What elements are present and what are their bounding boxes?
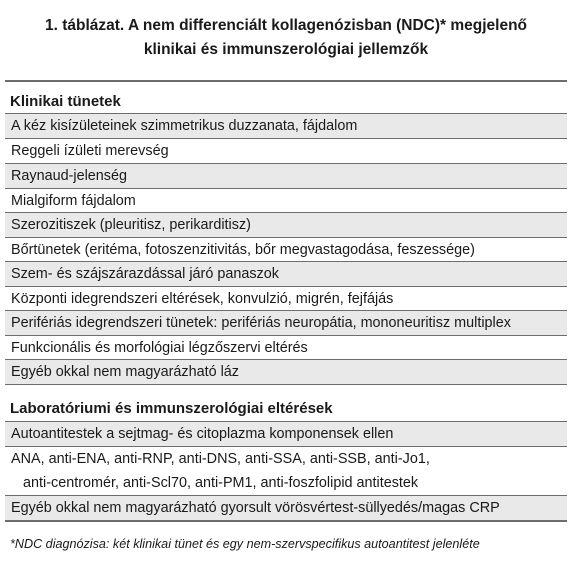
bottom-rule	[5, 520, 567, 522]
clinical-row: Egyéb okkal nem magyarázható láz	[5, 360, 567, 384]
clinical-row: Szem- és szájszárazdással járó panaszok	[5, 262, 567, 286]
top-rule	[5, 80, 567, 82]
antibody-list-line-1: ANA, anti-ENA, anti-RNP, anti-DNS, anti-SSA, anti-SSB, anti-Jo1,	[11, 451, 430, 467]
clinical-row: Központi idegrendszeri eltérések, konvulzió, migrén, fejfájás	[5, 287, 567, 311]
lab-row: Egyéb okkal nem magyarázható gyorsult vörösvértest-süllyedés/magas CRP	[5, 496, 567, 520]
clinical-row: Bőrtünetek (eritéma, fotoszenzitivitás, bőr megvastagodása, feszessége)	[5, 238, 567, 262]
clinical-row: Szerozitiszek (pleuritisz, perikarditisz)	[5, 213, 567, 237]
laboratory-heading: Laboratóriumi és immunszerológiai eltérések	[10, 400, 333, 417]
clinical-row: Raynaud-jelenség	[5, 164, 567, 188]
clinical-row: Funkcionális és morfológiai légzőszervi eltérés	[5, 336, 567, 360]
table-title-line-1: 1. táblázat. A nem differenciált kollagenózisban (NDC)* megjelenő	[44, 17, 528, 34]
lab-row: Autoantitestek a sejtmag- és citoplazma komponensek ellen	[5, 422, 567, 446]
table-title	[0, 14, 572, 62]
lab-row-antibodies	[5, 447, 567, 497]
table-title-line-2: klinikai és immunszerológiai jellemzők	[143, 41, 429, 58]
clinical-row: Mialgiform fájdalom	[5, 189, 567, 213]
clinical-row: A kéz kisízületeinek szimmetrikus duzzanata, fájdalom	[5, 114, 567, 138]
clinical-rule-end	[5, 384, 567, 385]
clinical-row: Perifériás idegrendszeri tünetek: perifériás neuropátia, mononeuritisz multiplex	[5, 311, 567, 335]
clinical-heading: Klinikai tünetek	[10, 93, 121, 110]
clinical-row: Reggeli ízületi merevség	[5, 139, 567, 163]
antibody-list-line-2: anti-centromér, anti-Scl70, anti-PM1, anti-foszfolipid antitestek	[23, 475, 419, 491]
footnote: *NDC diagnózisa: két klinikai tünet és egy nem-szervspecifikus autoantitest jelenléte	[10, 537, 480, 551]
